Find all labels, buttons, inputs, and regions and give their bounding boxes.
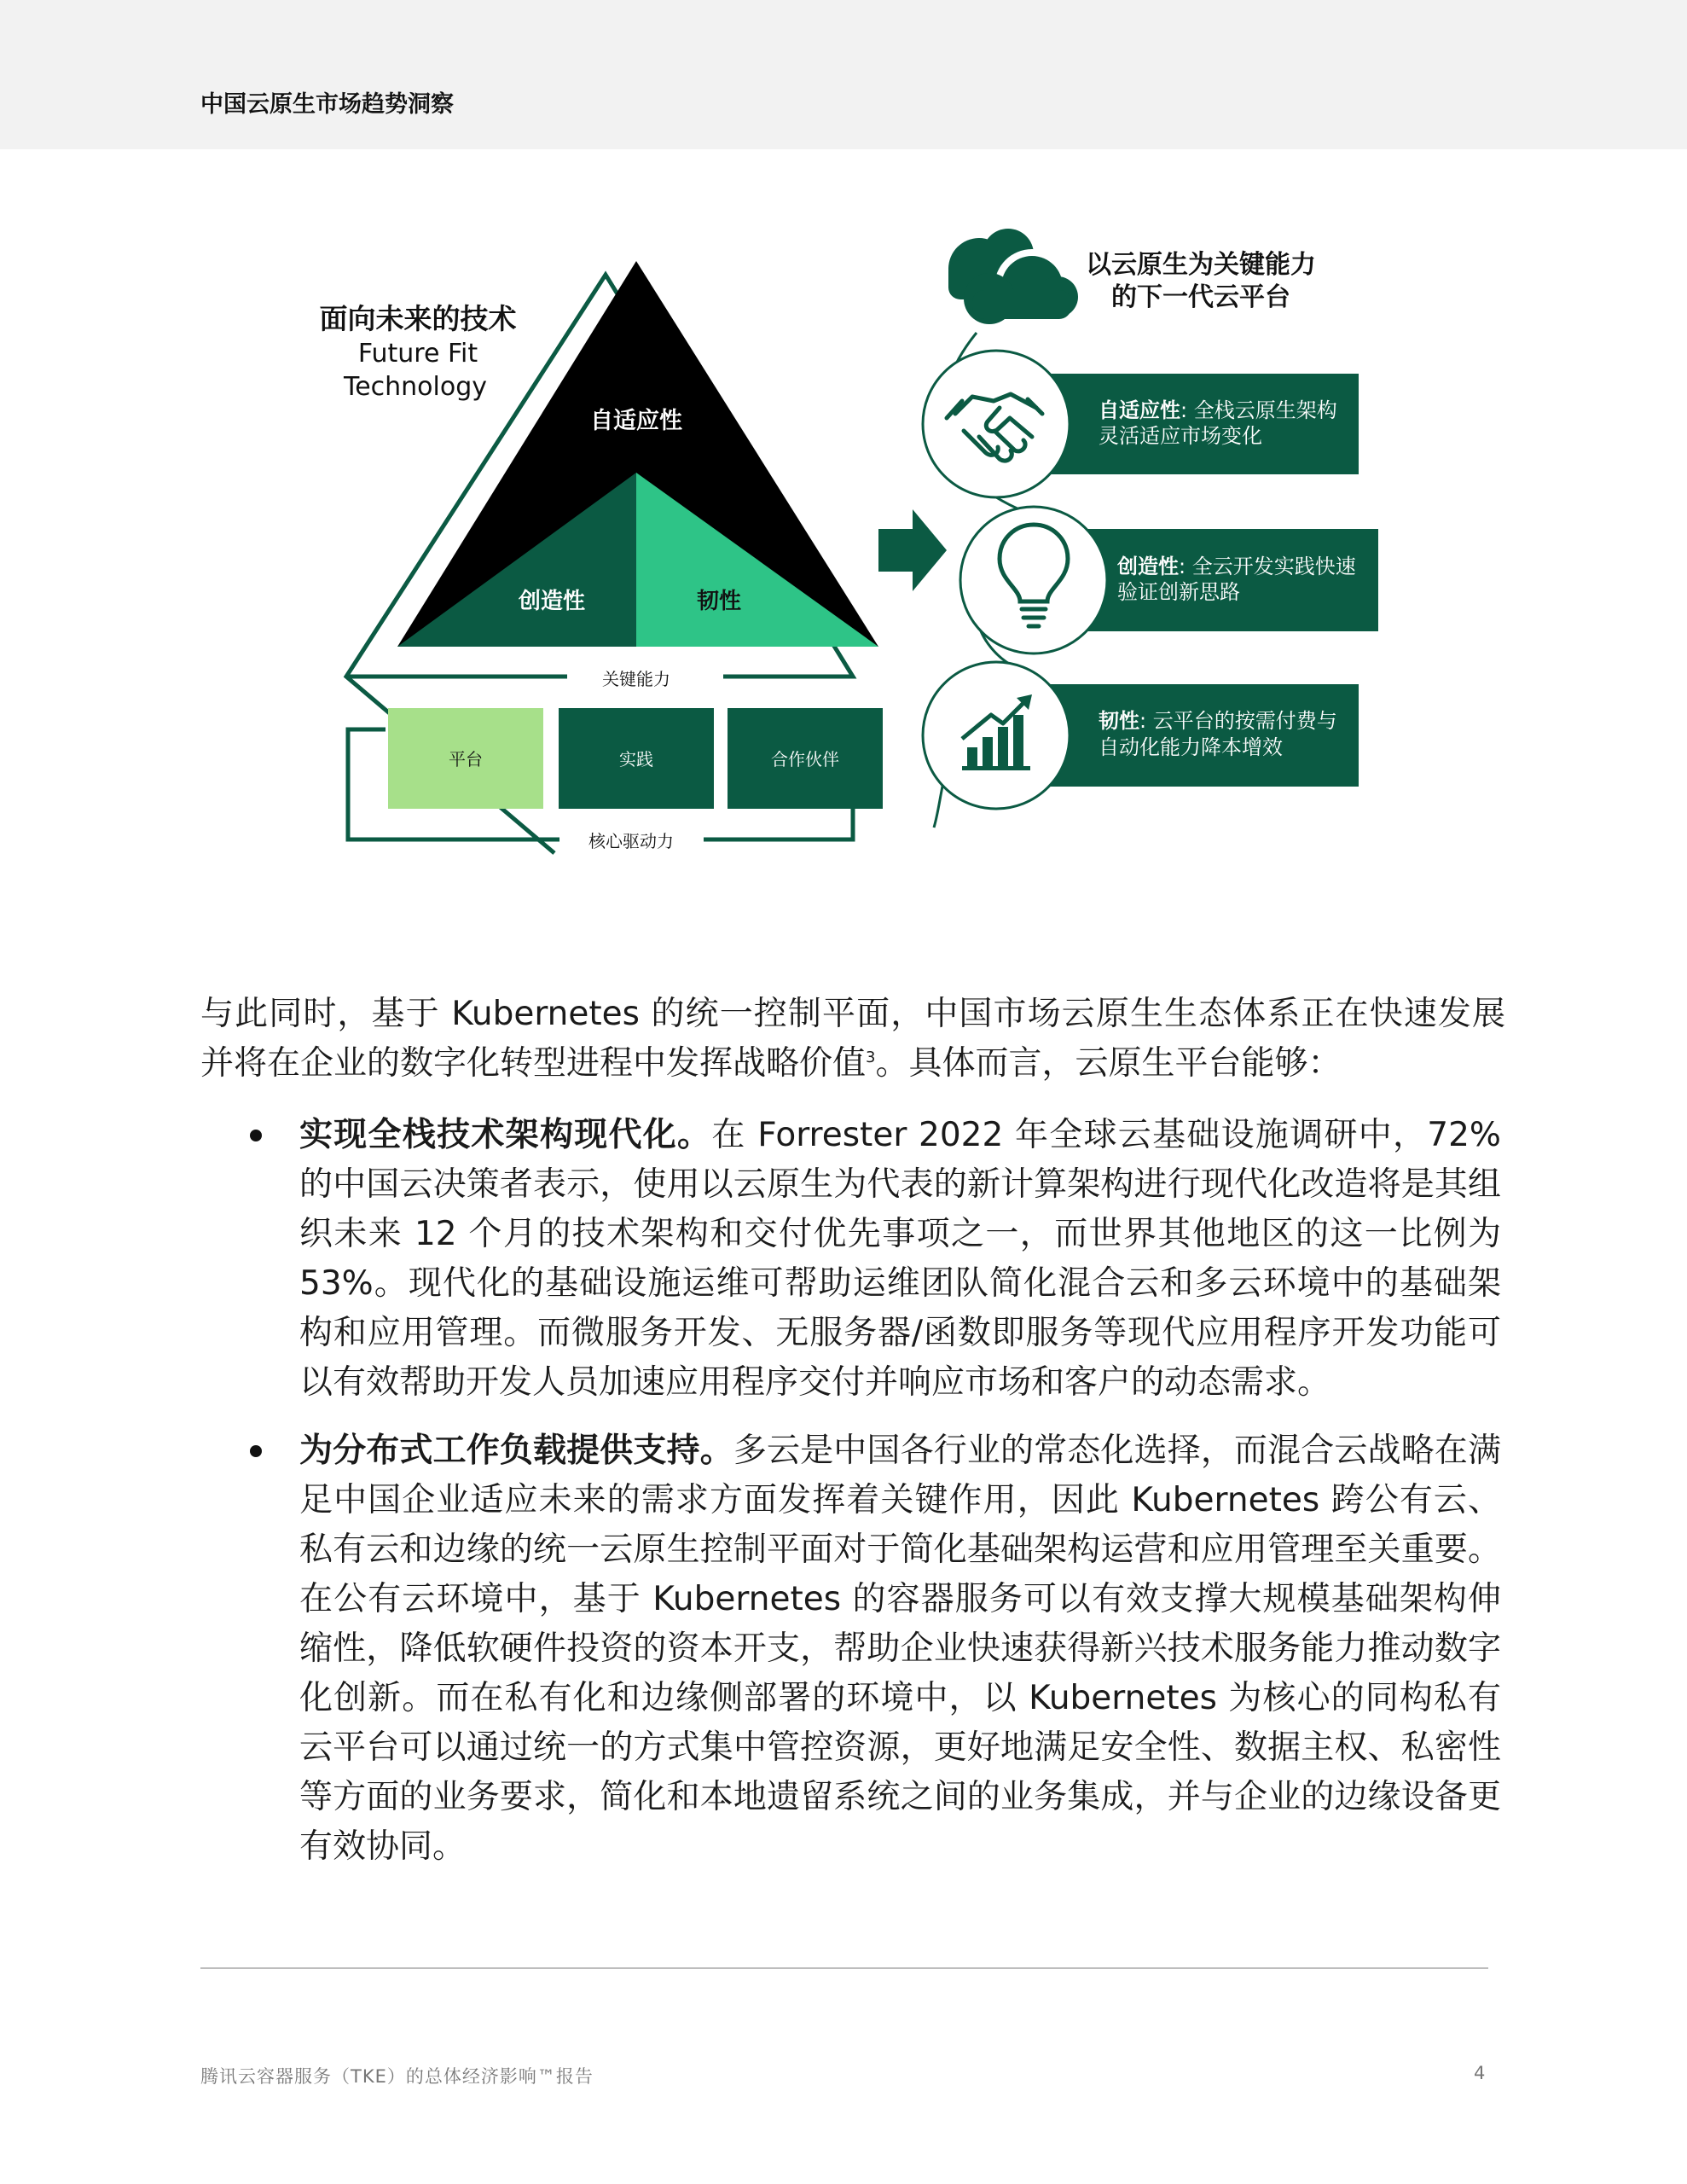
- resilience-label: 韧性: [696, 589, 742, 614]
- right-arrow-icon: [878, 509, 947, 591]
- bullet-text: 多云是中国各行业的常态化选择，而混合云战略在满足中国企业适应未来的需求方面发挥着关键作用，因此 Kubernetes 跨公有云、私有云和边缘的统一云原生控制平面对于简化基础架构运营和应用管理至关重要。在公有云环境中，基于 Kubernetes 的容器服务可以有效支撑大规模基础架构伸缩性，降低软硬件投资的资本开支，帮助企业快速获得新兴技术服务能力推动数字化创新。而在私有化和边缘侧部署的环境中，以 Kubernetes 为核心的同构私有云平台可以通过统一的方式集中管控资源，更好地满足安全性、数据主权、私密性等方面的业务要求，简化和本地遗留系统之间的业务集成，并与企业的边缘设备更有效协同。: [299, 1432, 1501, 1866]
- bullet-heading: 实现全栈技术架构现代化。: [299, 1116, 712, 1154]
- capability-3-line1: [1099, 709, 1337, 733]
- adaptability-label: 自适应性: [590, 408, 682, 434]
- triangle-title-en2: Technology: [343, 372, 488, 402]
- capability-circle-2: [960, 507, 1107, 653]
- capability-circle-3: [923, 662, 1070, 809]
- cloud-title-line2: 的下一代云平台: [1111, 282, 1290, 312]
- capability-2-desc2: 验证创新思路: [1117, 580, 1240, 604]
- capability-3-name: 韧性: [1099, 709, 1139, 733]
- capability-2-line1: [1116, 555, 1356, 578]
- creativity-label: 创造性: [518, 589, 586, 614]
- triangle-title-en1: Future Fit: [357, 339, 478, 369]
- capability-1-name: 自适应性: [1099, 398, 1180, 422]
- capability-1-desc2: 灵活适应市场变化: [1099, 424, 1262, 448]
- bullet-item-modernization: [200, 1111, 1501, 1408]
- page-header-title: 中国云原生市场趋势洞察: [200, 91, 454, 118]
- intro-text-b: 。具体而言，云原生平台能够：: [875, 1044, 1342, 1083]
- key-capability-label: 关键能力: [602, 669, 670, 689]
- capability-1-line1: [1099, 398, 1337, 422]
- page-number: 4: [1474, 2063, 1486, 2083]
- footer-divider: [200, 1967, 1488, 1969]
- bullet-dot-icon: [250, 1445, 262, 1457]
- cloud-icon: [948, 229, 1078, 324]
- capability-3-desc1: : 云平台的按需付费与: [1139, 709, 1337, 733]
- driver-practice-label: 实践: [619, 749, 653, 770]
- bullet-dot-icon: [250, 1130, 262, 1141]
- bullet-item-distributed: [200, 1426, 1501, 1872]
- capability-3-desc2: 自动化能力降本增效: [1099, 735, 1283, 759]
- cloud-title-line1: 以云原生为关键能力: [1086, 250, 1316, 280]
- footer-title: 腾讯云容器服务（TKE）的总体经济影响™报告: [200, 2066, 594, 2087]
- capability-2-desc1: : 全云开发实践快速: [1179, 555, 1356, 578]
- triangle-title-cn: 面向未来的技术: [319, 302, 517, 335]
- cloud-native-diagram: [0, 0, 1687, 904]
- bullet-text: 在 Forrester 2022 年全球云基础设施调研中，72% 的中国云决策者表示，使用以云原生为代表的新计算架构进行现代化改造将是其组织未来 12 个月的技术架构和交付优先事项之一，而世界其他地区的这一比例为 53%。现代化的基础设施运维可帮助运维团队简化混合云和多云环境中的基础架构和应用管理。而微服务开发、无服务器/函数即服务等现代应用程序开发功能可以有效帮助开发人员加速应用程序交付并响应市场和客户的动态需求。: [299, 1116, 1502, 1402]
- capability-1-desc1: : 全栈云原生架构: [1180, 398, 1337, 422]
- intro-paragraph: [200, 990, 1505, 1089]
- driver-partner-label: 合作伙伴: [771, 749, 839, 770]
- bullet-heading: 为分布式工作负载提供支持。: [299, 1432, 733, 1470]
- driver-platform-label: 平台: [449, 749, 483, 770]
- footnote-ref: 3: [866, 1048, 876, 1066]
- capability-2-name: 创造性: [1117, 555, 1179, 578]
- core-driver-label: 核心驱动力: [588, 831, 674, 851]
- capability-circle-1: [923, 351, 1070, 497]
- intro-text-a: 与此同时，基于 Kubernetes 的统一控制平面，中国市场云原生生态体系正在快速发展并将在企业的数字化转型进程中发挥战略价值: [200, 995, 1505, 1083]
- bullet-list: [200, 1111, 1501, 1891]
